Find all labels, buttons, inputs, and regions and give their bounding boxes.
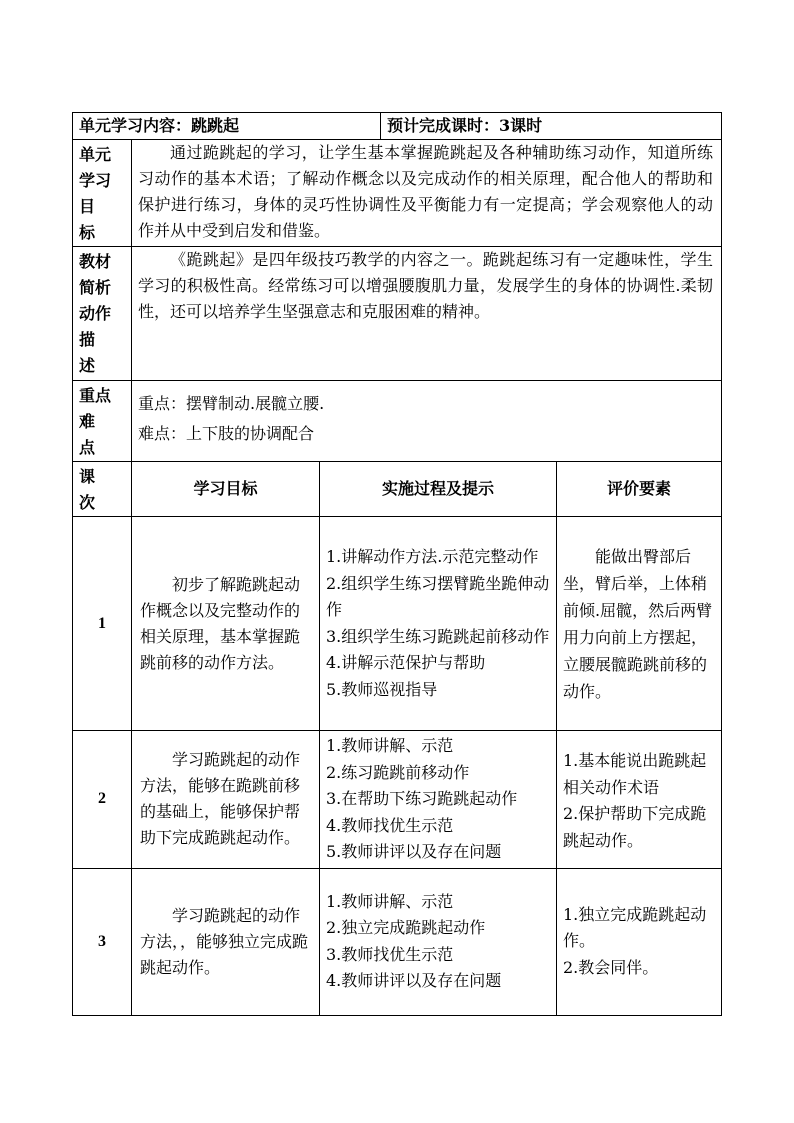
lesson-goal: 学习跪跳起的动作方法，，能够独立完成跪跳起动作。 [132, 868, 320, 1015]
step-item: 2.组织学生练习摆臂跪坐跪伸动作 [326, 573, 550, 619]
step-item: 5.教师讲评以及存在问题 [326, 842, 502, 861]
unit-plan-table [72, 112, 722, 1016]
materials-text: 《跪跳起》是四年级技巧教学的内容之一。跪跳起练习有一定趣味性，学生学习的积极性高。经常练习可以增强腰腹肌力量，发展学生的身体的协调性.柔韧性，还可以培养学生坚强意志和克服困难的精神。 [132, 247, 722, 381]
step-item: 5.教师巡视指导 [326, 679, 438, 699]
label-line: 简析 [79, 278, 112, 297]
eval-item: 2.保护帮助下完成跪跳起动作。 [563, 804, 707, 850]
lesson-eval [557, 517, 722, 731]
lesson-eval [557, 731, 722, 869]
label-line: 点 [79, 438, 96, 457]
step-item: 4.教师讲评以及存在问题 [326, 971, 502, 990]
eval-item: 1.独立完成跪跳起动作。 [563, 904, 707, 951]
lesson-header-row [73, 462, 722, 517]
label-line: 单元 [79, 145, 112, 164]
lesson-steps [320, 731, 557, 869]
lesson-row [73, 868, 722, 1015]
label-line: 难 [79, 412, 96, 431]
label-line: 次 [79, 493, 96, 512]
materials-row [73, 247, 722, 381]
step-item: 2.独立完成跪跳起动作 [326, 918, 486, 937]
col-eval: 评价要素 [557, 462, 722, 517]
unit-content-cell: 单元学习内容：跳跳起 [73, 113, 381, 140]
step-item: 2.练习跪跳前移动作 [326, 762, 470, 782]
step-item: 4.教师找优生示范 [326, 815, 454, 835]
key-point: 重点：摆臂制动.展髋立腰. [138, 394, 325, 413]
step-item: 1.教师讲解、示范 [326, 736, 454, 755]
step-item: 1.教师讲解、示范 [326, 891, 454, 911]
step-item: 3.组织学生练习跪跳起前移动作 [326, 626, 550, 646]
step-item: 3.在帮助下练习跪跳起动作 [326, 789, 518, 808]
lesson-steps [320, 517, 557, 731]
key-points-label [73, 381, 132, 462]
eval-item: 2.教会同伴。 [563, 957, 659, 977]
key-points-row [73, 381, 722, 462]
col-goal: 学习目标 [132, 462, 320, 517]
label-line: 动作 [79, 304, 112, 323]
step-item: 4.讲解示范保护与帮助 [326, 653, 486, 672]
materials-label [73, 247, 132, 381]
lesson-number: 3 [73, 868, 132, 1015]
objectives-text: 通过跪跳起的学习，让学生基本掌握跪跳起及各种辅助练习动作，知道所练习动作的基本术语；了解动作概念以及完成动作的相关原理，配合他人的帮助和保护进行练习，身体的灵巧性协调性及平衡能力有一定提高；学会观察他人的动作并从中受到启发和借鉴。 [132, 140, 722, 247]
lesson-number: 1 [73, 517, 132, 731]
header-row [73, 113, 722, 140]
label-line: 重点 [79, 386, 112, 405]
objectives-row [73, 140, 722, 247]
label-line: 描 [79, 330, 96, 349]
label-line: 标 [79, 223, 96, 242]
col-lesson [73, 462, 132, 517]
step-item: 3.教师找优生示范 [326, 944, 454, 964]
planned-hours-cell: 预计完成课时：3课时 [381, 113, 722, 140]
eval-item: 1.基本能说出跪跳起相关动作术语 [563, 751, 707, 797]
lesson-number: 2 [73, 731, 132, 869]
label-line: 课 [79, 467, 96, 486]
lesson-goal: 初步了解跪跳起动作概念以及完整动作的相关原理，基本掌握跪跳前移的动作方法。 [132, 517, 320, 731]
lesson-steps [320, 868, 557, 1015]
label-line: 述 [79, 356, 96, 375]
lesson-row [73, 517, 722, 731]
lesson-row [73, 731, 722, 869]
col-process: 实施过程及提示 [320, 462, 557, 517]
lesson-eval [557, 868, 722, 1015]
lesson-goal: 学习跪跳起的动作方法，能够在跪跳前移的基础上，能够保护帮助下完成跪跳起动作。 [132, 731, 320, 869]
eval-item: 能做出臀部后坐，臂后举，上体稍前倾.屈髋，然后两臂用力向前上方摆起，立腰展髋跪跳前移的动作。 [563, 546, 713, 701]
key-points-text [132, 381, 722, 462]
step-item: 1.讲解动作方法.示范完整动作 [326, 547, 539, 566]
difficulty-point: 难点：上下肢的协调配合 [138, 424, 315, 443]
label-line: 学习 [79, 171, 112, 190]
label-line: 目 [79, 197, 96, 216]
label-line: 教材 [79, 252, 112, 271]
objectives-label [73, 140, 132, 247]
